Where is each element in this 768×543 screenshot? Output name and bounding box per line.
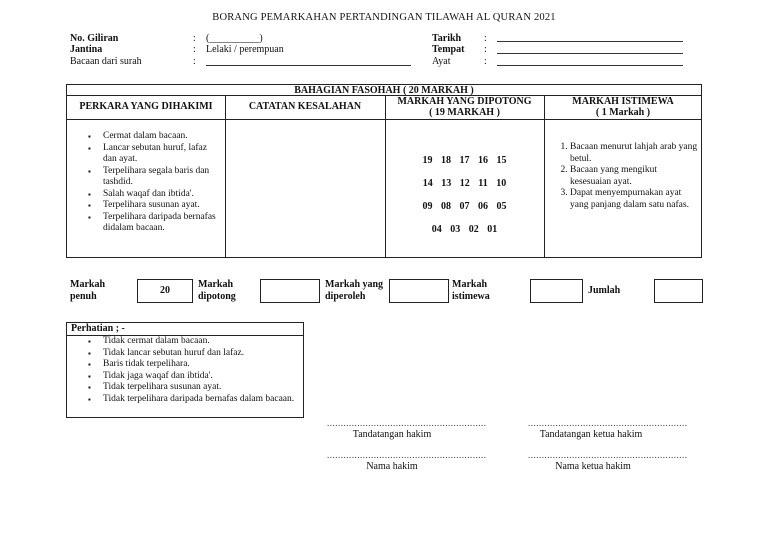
ayat-field[interactable] <box>497 55 683 66</box>
form-title: BORANG PEMARKAHAN PERTANDINGAN TILAWAH AL QURAN 2021 <box>212 12 556 23</box>
notice-item: ▪ Tidak terpelihara daripada bernafas dalam bacaan. <box>103 394 299 406</box>
notice-item: ▪ Tidak lancar sebutan huruf dan lafaz. <box>103 348 299 360</box>
judge-sign-line[interactable]: .......................................................... <box>327 418 487 428</box>
jantina-field[interactable]: Lelaki / perempuan <box>206 44 284 55</box>
bonus-item: 1. Bacaan menurut lahjah arab yang betul. <box>570 142 700 165</box>
label-tarikh: Tarikh <box>432 33 462 44</box>
markah-istimewa-box[interactable] <box>530 279 583 303</box>
markah-diperoleh-label-1: Markah yang <box>325 279 384 290</box>
deduction-row[interactable]: 09 08 07 06 05 <box>422 201 507 212</box>
bonus-item: 2. Bacaan yang mengikut kesesuaian ayat. <box>570 165 700 188</box>
markah-penuh-label <box>70 279 105 303</box>
catatan-kesalahan-cell[interactable] <box>226 120 385 258</box>
col-header-istimewa-line1: MARKAH ISTIMEWA <box>572 96 674 107</box>
fasohah-table <box>66 84 702 258</box>
notice-item: ▪ Tidak jaga waqaf dan ibtida'. <box>103 371 299 383</box>
label-bacaan-surah: Bacaan dari surah <box>70 56 142 67</box>
criteria-list <box>81 131 221 235</box>
criteria-item: ▪ Salah waqaf dan ibtida'. <box>103 189 221 201</box>
colon-6: : <box>484 56 487 67</box>
chief-sign-line[interactable]: .......................................................... <box>528 418 688 428</box>
notice-item: ▪ Baris tidak terpelihara. <box>103 359 299 371</box>
criteria-item: ▪ Lancar sebutan huruf, lafaz dan ayat. <box>103 143 221 166</box>
col-header-istimewa-line2: ( 1 Markah ) <box>595 107 651 118</box>
colon-2: : <box>193 44 196 55</box>
tarikh-field[interactable] <box>497 31 683 42</box>
judge-name-label: Nama hakim <box>366 461 418 472</box>
criteria-item: ▪ Terpelihara daripada bernafas didalam bacaan. <box>103 212 221 235</box>
jumlah-label: Jumlah <box>588 285 621 296</box>
notice-item: ▪ Tidak terpelihara susunan ayat. <box>103 382 299 394</box>
markah-dipotong-label-2: dipotong <box>198 291 236 302</box>
deduction-row[interactable]: 14 13 12 11 10 <box>422 178 507 189</box>
criteria-item: ▪ Cermat dalam bacaan. <box>103 131 221 143</box>
notice-title: Perhatian ; - <box>67 323 303 336</box>
no-giliran-field[interactable]: (__________) <box>206 33 263 44</box>
col-header-istimewa <box>544 96 702 118</box>
markah-penuh-label-1: Markah <box>70 279 105 290</box>
judge-name-line[interactable]: .......................................................... <box>327 450 487 460</box>
notice-item: ▪ Tidak cermat dalam bacaan. <box>103 336 299 348</box>
colon-5: : <box>484 44 487 55</box>
label-jantina: Jantina <box>70 44 103 55</box>
markah-penuh-label-2: penuh <box>70 291 97 302</box>
markah-dipotong-label-1: Markah <box>198 279 233 290</box>
markah-istimewa-label <box>452 279 490 303</box>
markah-istimewa-label-1: Markah <box>452 279 487 290</box>
bonus-list <box>544 142 700 211</box>
section-title: BAHAGIAN FASOHAH ( 20 MARKAH ) <box>294 85 474 96</box>
criteria-item: ▪ Terpelihara susunan ayat. <box>103 200 221 212</box>
markah-diperoleh-box[interactable] <box>389 279 449 303</box>
colon-1: : <box>193 33 196 44</box>
col-header-catatan: CATATAN KESALAHAN <box>248 101 362 112</box>
col-header-dipotong-line1: MARKAH YANG DIPOTONG <box>397 96 532 107</box>
markah-dipotong-label <box>198 279 236 303</box>
criteria-item: ▪ Terpelihara segala baris dan tashdid. <box>103 166 221 189</box>
chief-name-label: Nama ketua hakim <box>555 461 631 472</box>
markah-diperoleh-label <box>325 279 383 303</box>
label-no-giliran: No. Giliran <box>70 33 119 44</box>
label-tempat: Tempat <box>432 44 465 55</box>
colon-4: : <box>484 33 487 44</box>
label-ayat: Ayat <box>432 56 451 67</box>
jumlah-box[interactable] <box>654 279 703 303</box>
bonus-item: 3. Dapat menyempurnakan ayat yang panjang dalam satu nafas. <box>570 188 700 211</box>
notice-box <box>66 322 304 418</box>
colon-3: : <box>193 56 196 67</box>
markah-penuh-box: 20 <box>137 279 193 303</box>
col-header-dipotong <box>385 96 544 118</box>
deduction-row[interactable]: 19 18 17 16 15 <box>422 155 507 166</box>
markah-diperoleh-label-2: diperoleh <box>325 291 366 302</box>
chief-sign-label: Tandatangan ketua hakim <box>539 429 643 440</box>
markah-dipotong-box[interactable] <box>260 279 320 303</box>
deduction-row[interactable]: 04 03 02 01 <box>431 224 498 235</box>
bacaan-surah-field[interactable] <box>206 55 411 66</box>
chief-name-line[interactable]: .......................................................... <box>528 450 688 460</box>
judge-sign-label: Tandatangan hakim <box>352 429 432 440</box>
col-header-perkara: PERKARA YANG DIHAKIMI <box>79 101 213 112</box>
tempat-field[interactable] <box>497 43 683 54</box>
markah-istimewa-label-2: istimewa <box>452 291 490 302</box>
col-header-dipotong-line2: ( 19 MARKAH ) <box>429 107 500 118</box>
deduction-scale <box>385 155 544 247</box>
